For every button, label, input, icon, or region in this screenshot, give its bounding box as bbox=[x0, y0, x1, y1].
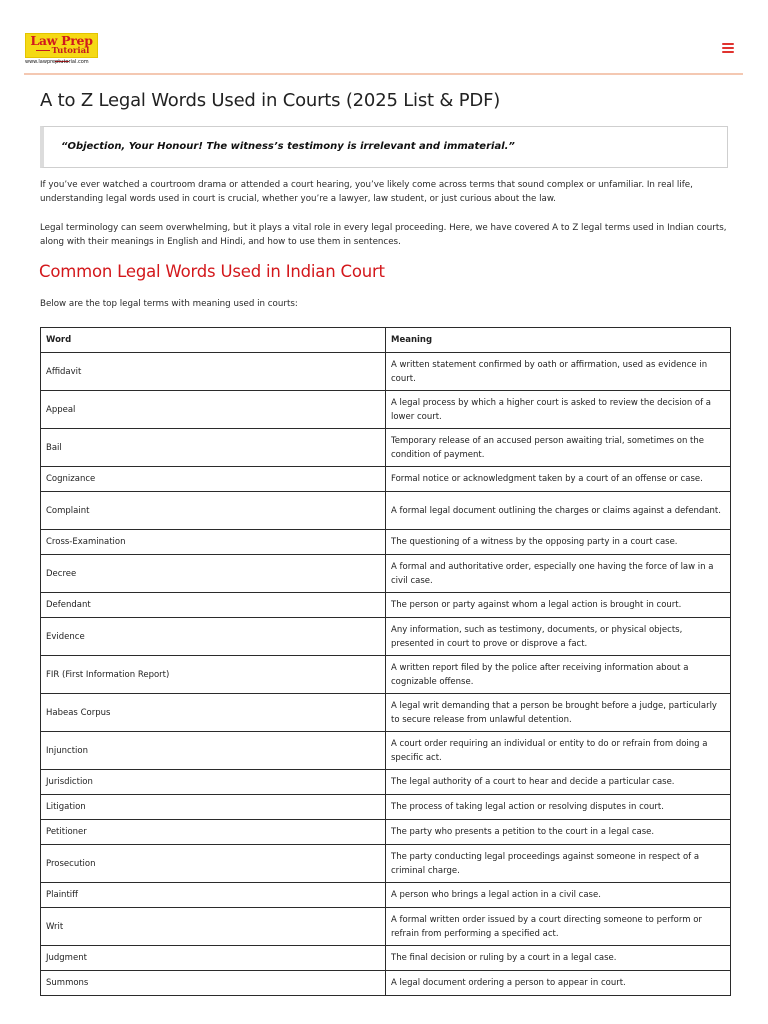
section-heading: Common Legal Words Used in Indian Court bbox=[39, 262, 385, 281]
table-row bbox=[41, 770, 731, 795]
logo-badge bbox=[25, 33, 98, 58]
term-word: Affidavit bbox=[41, 353, 386, 391]
intro-paragraph-1: If you’ve ever watched a courtroom drama or attended a court hearing, you’ve likely come across terms that sound complex or unfamiliar. In real life, understanding legal words used in court is crucial, whether you’re a lawyer, law student, or just curious about the law. bbox=[40, 180, 693, 204]
legal-terms-table bbox=[40, 327, 731, 996]
term-word: Bail bbox=[41, 429, 386, 467]
term-word: Litigation bbox=[41, 795, 386, 820]
term-meaning: A written report filed by the police after receiving information about a cognizable offense. bbox=[386, 656, 731, 694]
term-word: Habeas Corpus bbox=[41, 694, 386, 732]
table-row bbox=[41, 971, 731, 996]
table-row bbox=[41, 694, 731, 732]
table-row bbox=[41, 795, 731, 820]
term-word: Writ bbox=[41, 908, 386, 946]
term-word: Evidence bbox=[41, 618, 386, 656]
term-meaning: A written statement confirmed by oath or affirmation, used as evidence in court. bbox=[386, 353, 731, 391]
table-row bbox=[41, 593, 731, 618]
term-meaning: A formal and authoritative order, especially one having the force of law in a civil case. bbox=[386, 555, 731, 593]
term-word: Prosecution bbox=[41, 845, 386, 883]
term-meaning: Formal notice or acknowledgment taken by a court of an offense or case. bbox=[386, 467, 731, 492]
term-meaning: A court order requiring an individual or entity to do or refrain from doing a specific act. bbox=[386, 732, 731, 770]
term-word: Defendant bbox=[41, 593, 386, 618]
term-word: Decree bbox=[41, 555, 386, 593]
term-meaning: Temporary release of an accused person awaiting trial, sometimes on the condition of payment. bbox=[386, 429, 731, 467]
table-row bbox=[41, 946, 731, 971]
term-meaning: A formal written order issued by a court directing someone to perform or refrain from performing a specified act. bbox=[386, 908, 731, 946]
quote-block bbox=[40, 126, 728, 168]
term-meaning: A formal legal document outlining the charges or claims against a defendant. bbox=[386, 492, 731, 530]
table-header-row bbox=[41, 328, 731, 353]
logo-url: www.lawpreptutorial.com bbox=[25, 59, 89, 65]
term-meaning: The party conducting legal proceedings against someone in respect of a criminal charge. bbox=[386, 845, 731, 883]
header-divider bbox=[24, 73, 743, 75]
intro-paragraph-2: Legal terminology can seem overwhelming, but it plays a vital role in every legal proceeding. Here, we have covered A to Z legal terms used in Indian courts, along with their meanings in English and Hindi, and how to use them in sentences. bbox=[40, 223, 727, 247]
term-word: Injunction bbox=[41, 732, 386, 770]
term-word: Summons bbox=[41, 971, 386, 996]
term-meaning: A legal process by which a higher court is asked to review the decision of a lower court. bbox=[386, 391, 731, 429]
term-word: Complaint bbox=[41, 492, 386, 530]
term-word: Appeal bbox=[41, 391, 386, 429]
table-row bbox=[41, 555, 731, 593]
table-row bbox=[41, 656, 731, 694]
table-row bbox=[41, 908, 731, 946]
logo-title: Law Prep bbox=[30, 33, 93, 48]
column-header-word: Word bbox=[41, 328, 386, 353]
table-row bbox=[41, 820, 731, 845]
table-row bbox=[41, 353, 731, 391]
table-row bbox=[41, 429, 731, 467]
term-meaning: The final decision or ruling by a court in a legal case. bbox=[386, 946, 731, 971]
quote-text: “Objection, Your Honour! The witness’s testimony is irrelevant and immaterial.” bbox=[61, 141, 515, 152]
table-row bbox=[41, 845, 731, 883]
term-word: Plaintiff bbox=[41, 883, 386, 908]
term-word: Jurisdiction bbox=[41, 770, 386, 795]
hamburger-menu-icon[interactable] bbox=[722, 43, 734, 53]
term-meaning: The party who presents a petition to the court in a legal case. bbox=[386, 820, 731, 845]
term-word: Judgment bbox=[41, 946, 386, 971]
term-meaning: A legal document ordering a person to appear in court. bbox=[386, 971, 731, 996]
site-logo[interactable] bbox=[25, 33, 99, 67]
term-word: Cross-Examination bbox=[41, 530, 386, 555]
term-word: FIR (First Information Report) bbox=[41, 656, 386, 694]
term-meaning: The person or party against whom a legal action is brought in court. bbox=[386, 593, 731, 618]
term-meaning: A person who brings a legal action in a civil case. bbox=[386, 883, 731, 908]
logo-subtitle-text: Tutorial bbox=[51, 46, 90, 56]
table-row bbox=[41, 618, 731, 656]
page-title: A to Z Legal Words Used in Courts (2025 List & PDF) bbox=[40, 90, 501, 111]
column-header-meaning: Meaning bbox=[386, 328, 731, 353]
table-row bbox=[41, 732, 731, 770]
term-meaning: The legal authority of a court to hear and decide a particular case. bbox=[386, 770, 731, 795]
section-intro: Below are the top legal terms with meaning used in courts: bbox=[40, 299, 298, 309]
table-row bbox=[41, 530, 731, 555]
table-row bbox=[41, 467, 731, 492]
term-meaning: The process of taking legal action or resolving disputes in court. bbox=[386, 795, 731, 820]
table-row bbox=[41, 492, 731, 530]
term-word: Cognizance bbox=[41, 467, 386, 492]
term-meaning: A legal writ demanding that a person be brought before a judge, particularly to secure release from unlawful detention. bbox=[386, 694, 731, 732]
term-meaning: The questioning of a witness by the opposing party in a court case. bbox=[386, 530, 731, 555]
table-row bbox=[41, 883, 731, 908]
site-header bbox=[0, 0, 768, 74]
table-row bbox=[41, 391, 731, 429]
term-word: Petitioner bbox=[41, 820, 386, 845]
term-meaning: Any information, such as testimony, documents, or physical objects, presented in court to prove or disprove a fact. bbox=[386, 618, 731, 656]
